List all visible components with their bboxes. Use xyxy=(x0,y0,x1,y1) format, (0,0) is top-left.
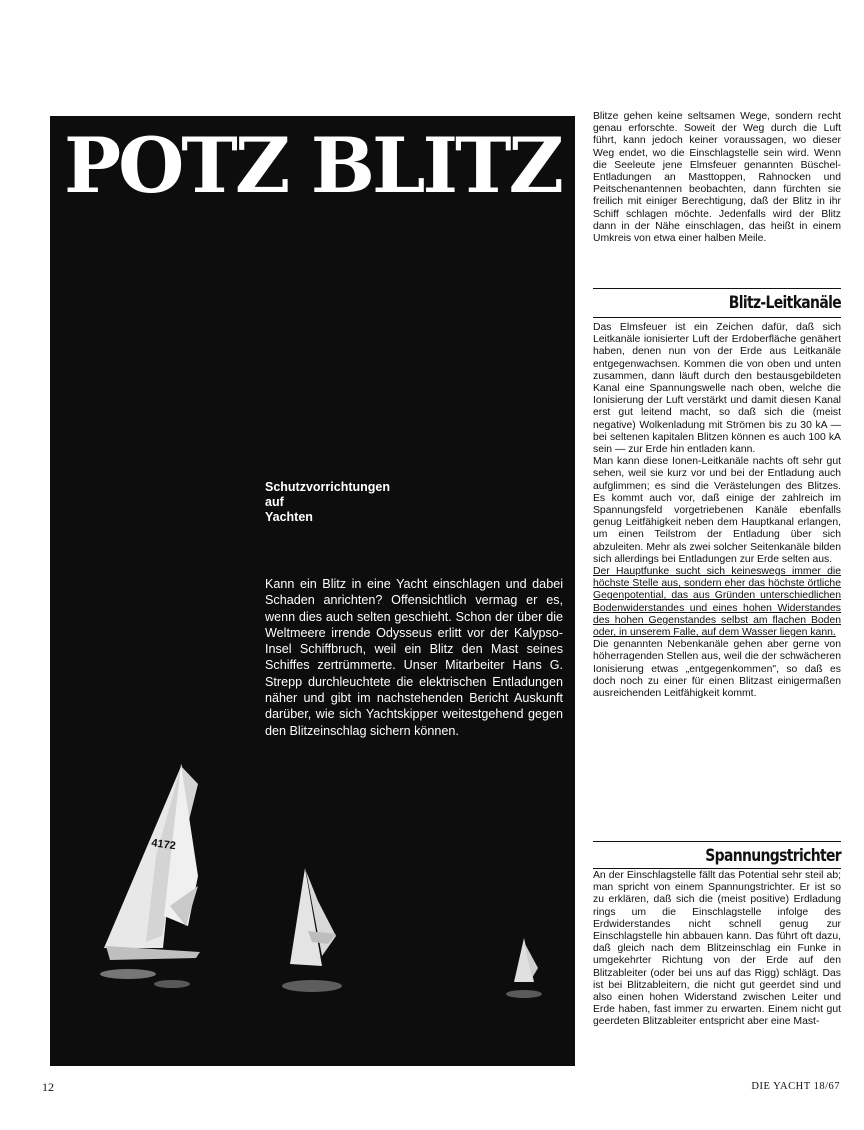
text-column-section-1 xyxy=(593,111,841,245)
section-divider xyxy=(593,288,841,289)
sail-number: 4172 xyxy=(150,837,177,853)
section-divider xyxy=(593,868,841,869)
subtitle-line: Schutzvorrichtungen xyxy=(265,480,391,494)
article-subtitle xyxy=(265,480,390,525)
page-number: 12 xyxy=(42,1080,54,1094)
section-heading-spannungstrichter: Spannungstrichter xyxy=(705,846,841,866)
paragraph-underlined: Der Hauptfunke sucht sich keineswegs immer die höchste Stelle aus, sondern eher das höchste örtliche Gegenpotential, das aus Gründen unterschiedlichen Bodenwiderstandes und eines hohen Widerstandes des hohen Gegenstandes selbst am flachen Boden oder, in unserem Falle, auf dem Wasser liegen kann. xyxy=(593,566,841,639)
paragraph: Blitze gehen keine seltsamen Wege, sondern recht genau erforschte. Soweit der Weg durch die Luft führt, kann jedoch keiner voraussagen, wo dieser Weg endet, wo die Einschlagstelle sein wird. Wenn die Seeleute jene Elmsfeuer genannten Büschel-Entladungen an Masttoppen, Rahnocken und Peitschenantennen beobachten, dann fürchten sie freilich mit einiger Berechtigung, daß der Blitz in ihr Schiff schlagen möchte. Jedenfalls wird der Blitz dann in der Nähe einschlagen, das heißt in einem Umkreis von etwa einer halben Meile. xyxy=(593,111,841,245)
subtitle-line: Yachten xyxy=(265,510,313,524)
paragraph: An der Einschlagstelle fällt das Potential sehr steil ab; man spricht von einem Spannungstrichter. Er ist so zu erklären, daß sich die (meist positive) Erdladung rings um die Einschlagstelle infolge des Erdwiderstandes nicht schnell genug zur Einschlagstelle hin abbauen kann. Das führt oft dazu, daß gleich nach dem Blitzeinschlag ein Funke in umgekehrter Richtung von der Erde auf den Blitzableiter (oder bei uns auf das Rigg) schlägt. Das ist bei Blitzableitern, die nicht gut geerdet sind und also einen hohen Widerstand zwischen Leiter und Erde haben, fast immer zu erwarten. Einem nicht gut geerdeten Blitzableiter entspricht aber eine Mast- xyxy=(593,870,841,1028)
text-column-section-3 xyxy=(593,870,841,1029)
magazine-issue: DIE YACHT 18/67 xyxy=(751,1081,840,1092)
paragraph: Man kann diese Ionen-Leitkanäle nachts oft sehr gut sehen, weil sie kurz vor und bei der Entladung auch aufglimmen; es sind die Verästelungen des Blitzes. Es kommt auch vor, daß einige der zahlreich im Spannungsfeld vorgetriebenen Kanäle ebenfalls genug Leitfähigkeit neben dem Hauptkanal erlangen, um einen Teilstrom der Entladung über sich abzuleiten. Mehr als zwei solcher Seitenkanäle bilden sich allerdings bei Entladungen zur Erde selten aus. xyxy=(593,456,841,565)
section-heading-blitz-leitkanaele: Blitz-Leitkanäle xyxy=(728,293,841,313)
section-divider xyxy=(593,841,841,842)
paragraph: Das Elmsfeuer ist ein Zeichen dafür, daß sich Leitkanäle ionisierter Luft der Erdoberfläche genähert haben, denen nun von der Erde aus Leitkanäle entgegenwachsen. Kommen die von oben und unten zusammen, dann läuft durch den bestausgebildeten Kanal eine Spannungswelle nach oben, welche die Ionisierung der Luft verstärkt und damit diesen Kanal erst gut leitend macht, so daß sich die (meist negative) Wolkenladung mit Strömen bis zu 30 kA — bei seltenen kapitalen Blitzen können es auch 100 kA sein — zur Erde hin entladen kann. xyxy=(593,322,841,456)
section-divider xyxy=(593,317,841,318)
article-title: POTZ BLITZ xyxy=(63,121,562,210)
paragraph: Die genannten Nebenkanäle gehen aber gerne von höherragenden Stellen aus, weil die der schwächeren Ionisierung etwas „entgegenkommen", so daß es doch noch zu einer für einen Blitzast einigermaßen ausreichenden Leitfähigkeit kommt. xyxy=(593,639,841,700)
text-column-section-2 xyxy=(593,322,841,700)
article-intro: Kann ein Blitz in eine Yacht einschlagen und dabei Schaden anrichten? Offensichtlich vermag er es, wenn dies auch selten geschieht. Schon der über die Weltmeere irrende Odysseus erlitt vor der Kalypso-Insel Schiffbruch, weil ein Blitz den Mast seines Schiffes zertrümmerte. Unser Mitarbeiter Hans G. Strepp durchleuchtete die elektrischen Entladungen näher und gibt im nachstehenden Bericht Auskunft darüber, wie sich Yachtskipper weitestgehend gegen den Blitzeinschlag sichern können. xyxy=(265,577,563,738)
night-sailing-photo xyxy=(50,116,575,1066)
subtitle-line: auf xyxy=(265,495,284,509)
